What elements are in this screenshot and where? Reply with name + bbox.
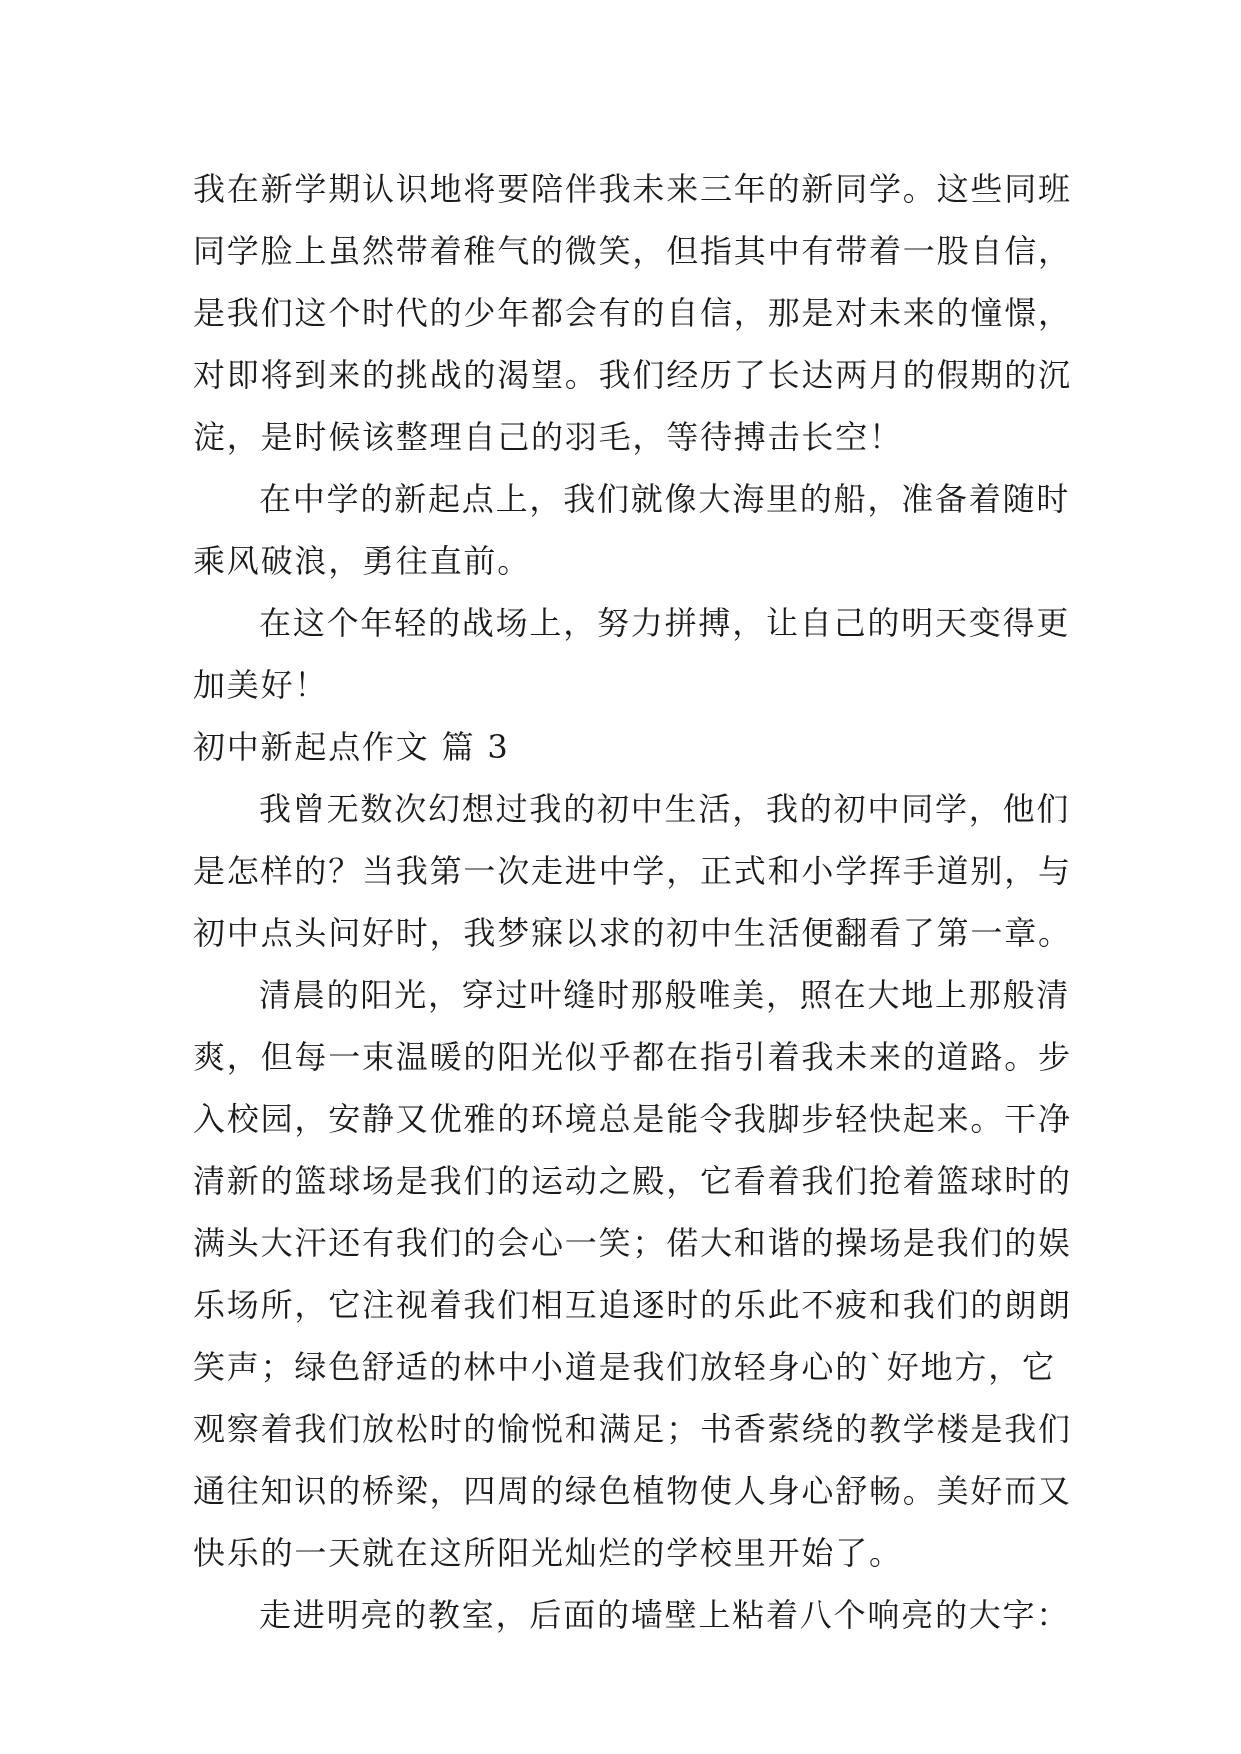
text-line: 我在新学期认识地将要陪伴我未来三年的新同学。这些同班	[193, 170, 1072, 208]
text-line: 乘风破浪，勇往直前。	[193, 542, 532, 580]
document-body	[193, 158, 1073, 1646]
text-line: 观察着我们放松时的愉悦和满足；书香萦绕的教学楼是我们	[193, 1410, 1072, 1448]
text-line: 在中学的新起点上，我们就像大海里的船，准备着随时	[259, 480, 1071, 518]
text-line: 同学脸上虽然带着稚气的微笑，但指其中有带着一股自信，	[193, 232, 1072, 270]
text-line: 清新的篮球场是我们的运动之殿，它看着我们抢着篮球时的	[193, 1162, 1072, 1200]
text-line: 满头大汗还有我们的会心一笑；偌大和谐的操场是我们的娱	[193, 1224, 1072, 1262]
text-line: 乐场所，它注视着我们相互追逐时的乐此不疲和我们的朗朗	[193, 1286, 1072, 1324]
paragraph	[193, 468, 1073, 592]
text-line: 清晨的阳光，穿过叶缝时那般唯美，照在大地上那般清	[259, 976, 1071, 1014]
paragraph	[193, 592, 1073, 716]
paragraph	[193, 158, 1073, 468]
section-heading: 初中新起点作文 篇 3	[193, 728, 510, 766]
text-line: 对即将到来的挑战的渴望。我们经历了长达两月的假期的沉	[193, 356, 1072, 394]
text-line: 爽，但每一束温暖的阳光似乎都在指引着我未来的道路。步	[193, 1038, 1072, 1076]
text-line: 我曾无数次幻想过我的初中生活，我的初中同学，他们	[259, 790, 1071, 828]
text-line: 入校园，安静又优雅的环境总是能令我脚步轻快起来。干净	[193, 1100, 1072, 1138]
text-line: 在这个年轻的战场上，努力拼搏，让自己的明天变得更	[259, 604, 1071, 642]
text-line: 是我们这个时代的少年都会有的自信，那是对未来的憧憬，	[193, 294, 1072, 332]
text-line: 是怎样的？当我第一次走进中学，正式和小学挥手道别，与	[193, 852, 1072, 890]
text-line: 淀，是时候该整理自己的羽毛，等待搏击长空！	[193, 418, 903, 456]
paragraph	[193, 778, 1073, 964]
paragraph	[193, 964, 1073, 1584]
text-line: 走进明亮的教室，后面的墙壁上粘着八个响亮的大字：	[259, 1596, 1071, 1634]
text-line: 笑声；绿色舒适的林中小道是我们放轻身心的`好地方，它	[193, 1348, 1056, 1386]
text-line: 加美好！	[193, 666, 329, 704]
text-line: 快乐的一天就在这所阳光灿烂的学校里开始了。	[193, 1534, 903, 1572]
text-line: 初中点头问好时，我梦寐以求的初中生活便翻看了第一章。	[193, 914, 1072, 952]
paragraph	[193, 1584, 1073, 1646]
text-line: 通往知识的桥梁，四周的绿色植物使人身心舒畅。美好而又	[193, 1472, 1072, 1510]
